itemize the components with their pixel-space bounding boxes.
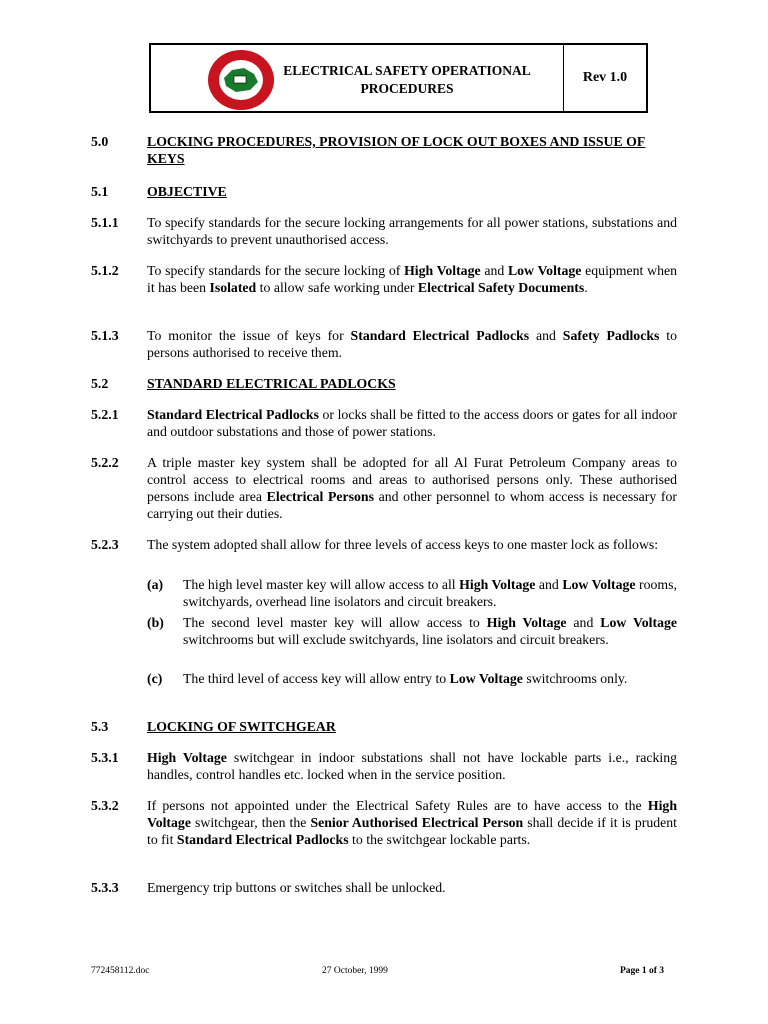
clause-text: To specify standards for the secure locking arrangements for all power stations, substations and switchyards to prevent unauthorised access.: [147, 215, 677, 247]
list-item-text: The third level of access key will allow entry to Low Voltage switchrooms only.: [183, 671, 628, 686]
section-heading: STANDARD ELECTRICAL PADLOCKS: [147, 376, 396, 391]
section-heading: LOCKING PROCEDURES, PROVISION OF LOCK OUT BOXES AND ISSUE OF KEYS: [147, 134, 646, 166]
header-title-cell: [151, 45, 564, 111]
footer-date: 27 October, 1999: [322, 966, 388, 976]
clause-number: 5.1.1: [91, 215, 119, 230]
document-header: [149, 43, 648, 113]
section-number: 5.2: [91, 376, 109, 391]
section-number: 5.3: [91, 719, 109, 734]
section-number: 5.1: [91, 184, 109, 199]
list-item-label: (b): [147, 615, 164, 630]
clause-number: 5.3.3: [91, 880, 119, 895]
header-title: [273, 62, 541, 98]
clause-text: If persons not appointed under the Electrical Safety Rules are to have access to the High Voltage switchgear, then the Senior Authorised Electrical Person shall decide if it is prudent to fit Standard Electrical Padlocks to the switchgear lockable parts.: [147, 798, 677, 847]
clause-text: Emergency trip buttons or switches shall be unlocked.: [147, 880, 446, 895]
section-heading: LOCKING OF SWITCHGEAR: [147, 719, 336, 734]
clause-text: The system adopted shall allow for three levels of access keys to one master lock as follows:: [147, 537, 659, 552]
clause-number: 5.2.2: [91, 455, 119, 470]
clause-text: Standard Electrical Padlocks or locks shall be fitted to the access doors or gates for all indoor and outdoor substations and those of power stations.: [147, 407, 677, 439]
clause-number: 5.1.2: [91, 263, 119, 278]
clause-number: 5.3.2: [91, 798, 119, 813]
clause-number: 5.3.1: [91, 750, 119, 765]
clause-text: To monitor the issue of keys for Standard Electrical Padlocks and Safety Padlocks to persons authorised to receive them.: [147, 328, 677, 360]
list-item-label: (a): [147, 577, 164, 592]
section-heading: OBJECTIVE: [147, 184, 227, 199]
header-title-line2: PROCEDURES: [360, 81, 454, 96]
list-item-text: The high level master key will allow access to all High Voltage and Low Voltage rooms, switchyards, overhead line isolators and circuit breakers.: [183, 577, 677, 609]
clause-text: A triple master key system shall be adopted for all Al Furat Petroleum Company areas to control access to electrical rooms and areas to authorised persons only. These authorised persons include area Electrical Persons and other personnel to whom access is necessary for carrying out their duties.: [147, 455, 678, 521]
clause-text: High Voltage switchgear in indoor substations shall not have lockable parts i.e., racking handles, control handles etc. locked when in the service position.: [147, 750, 678, 782]
clause-number: 5.2.3: [91, 537, 119, 552]
list-item-text: The second level master key will allow access to High Voltage and Low Voltage switchrooms but will exclude switchyards, line isolators and circuit breakers.: [183, 615, 677, 647]
al-furat-logo-icon: [206, 48, 276, 112]
footer-page-number: Page 1 of 3: [620, 966, 665, 976]
section-number: 5.0: [91, 134, 109, 149]
footer-filename: 772458112.doc: [91, 966, 150, 976]
clause-number: 5.1.3: [91, 328, 119, 343]
list-item-label: (c): [147, 671, 163, 686]
revision-label: Rev 1.0: [582, 70, 628, 85]
clause-number: 5.2.1: [91, 407, 119, 422]
header-title-line1: ELECTRICAL SAFETY OPERATIONAL: [283, 63, 531, 78]
clause-text: To specify standards for the secure locking of High Voltage and Low Voltage equipment when it has been Isolated to allow safe working under Electrical Safety Documents.: [147, 263, 677, 295]
